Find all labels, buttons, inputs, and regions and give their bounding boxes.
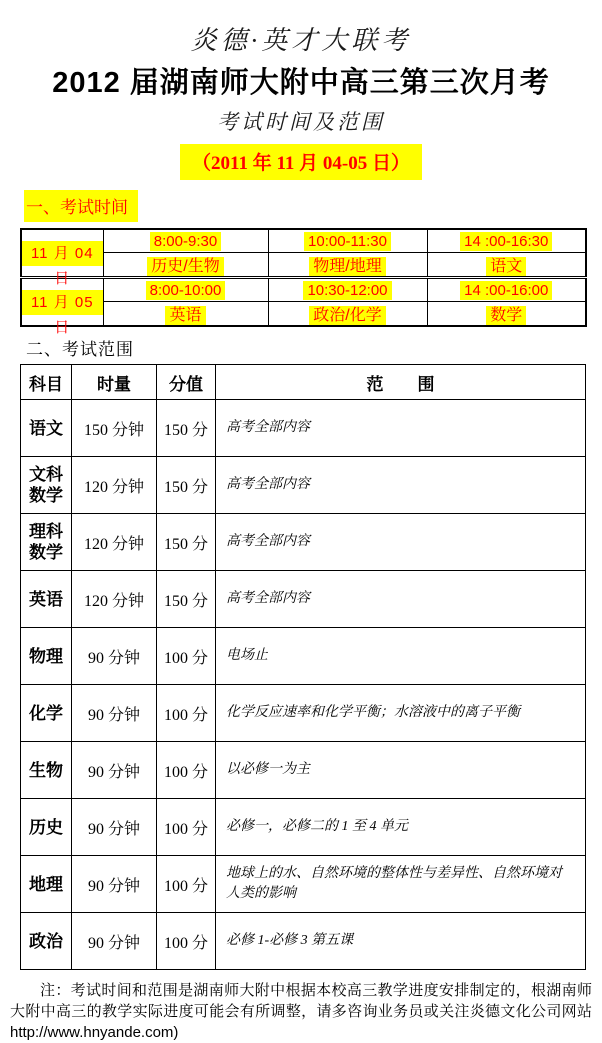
range-cell: 高考全部内容 [216, 514, 586, 571]
subject-cell: 历史 [21, 799, 72, 856]
table-row [21, 628, 586, 685]
score-cell: 100 分 [157, 685, 216, 742]
score-cell: 150 分 [157, 514, 216, 571]
duration-cell: 120 分钟 [72, 514, 157, 571]
subject: 政治/化学 [309, 306, 385, 325]
subject-cell: 物理 [21, 628, 72, 685]
exam-date: 11 月 05 日 [22, 290, 103, 315]
range-cell: 必修一，必修二的 1 至 4 单元 [216, 799, 586, 856]
table-row [21, 457, 586, 514]
subject-cell [427, 302, 586, 327]
table-row [21, 913, 586, 970]
table-row [21, 571, 586, 628]
subject-cell: 语文 [21, 400, 72, 457]
table-row [21, 514, 586, 571]
range-cell: 高考全部内容 [216, 400, 586, 457]
score-cell: 150 分 [157, 457, 216, 514]
score-cell: 100 分 [157, 628, 216, 685]
main-title: 2012 届湖南师大附中高三第三次月考 [52, 67, 550, 99]
subject: 英语 [165, 306, 205, 325]
document-page [0, 20, 602, 1041]
subject-cell: 生物 [21, 742, 72, 799]
subject-cell [103, 253, 268, 278]
section2-heading: 二、考试范围 [26, 340, 134, 359]
table-row [21, 799, 586, 856]
exam-date-cell [21, 229, 103, 287]
subject-cell: 政治 [21, 913, 72, 970]
range-cell: 高考全部内容 [216, 457, 586, 514]
score-cell: 100 分 [157, 799, 216, 856]
duration-cell: 120 分钟 [72, 571, 157, 628]
time-slot: 10:30-12:00 [303, 281, 391, 300]
table-row [21, 685, 586, 742]
subject: 物理/地理 [309, 257, 385, 276]
score-cell: 150 分 [157, 571, 216, 628]
time-slot: 8:00-9:30 [150, 232, 221, 251]
subject-cell [268, 253, 427, 278]
duration-cell: 90 分钟 [72, 628, 157, 685]
range-cell: 化学反应速率和化学平衡；水溶液中的离子平衡 [216, 685, 586, 742]
subject-cell: 理科数学 [21, 514, 72, 571]
section1-heading: 一、考试时间 [24, 190, 138, 222]
time-slot-cell [427, 229, 586, 253]
time-slot-cell [427, 278, 586, 302]
duration-cell: 90 分钟 [72, 799, 157, 856]
subject: 语文 [486, 257, 526, 276]
footnote: 注：考试时间和范围是湖南师大附中根据本校高三教学进度安排制定的，根湖南师大附中高三的教学实际进度可能会有所调整，请多咨询业务员或关注炎德文化公司网站 http://www.hnyande.com) [10, 982, 592, 1041]
time-slot: 14 :00-16:00 [460, 281, 552, 300]
score-cell: 150 分 [157, 400, 216, 457]
subject: 数学 [486, 306, 526, 325]
schedule-day1-time-row [21, 229, 586, 253]
subject-cell [103, 302, 268, 327]
range-cell: 地球上的水、自然环境的整体性与差异性、自然环境对人类的影响 [216, 856, 586, 913]
subject: 历史/生物 [147, 257, 223, 276]
column-header-range: 范 围 [216, 365, 586, 400]
range-cell: 以必修一为主 [216, 742, 586, 799]
column-header-score: 分值 [157, 365, 216, 400]
subject-cell [268, 302, 427, 327]
score-cell: 100 分 [157, 742, 216, 799]
exam-scope-table [20, 364, 586, 970]
duration-cell: 90 分钟 [72, 856, 157, 913]
subject-cell: 化学 [21, 685, 72, 742]
time-slot-cell [268, 229, 427, 253]
duration-cell: 120 分钟 [72, 457, 157, 514]
brand-title: 炎德·英才大联考 [190, 26, 412, 55]
duration-cell: 150 分钟 [72, 400, 157, 457]
subject-cell: 地理 [21, 856, 72, 913]
subject-cell: 英语 [21, 571, 72, 628]
duration-cell: 90 分钟 [72, 685, 157, 742]
table-row [21, 400, 586, 457]
range-cell: 电场止 [216, 628, 586, 685]
duration-cell: 90 分钟 [72, 913, 157, 970]
time-slot: 8:00-10:00 [146, 281, 226, 300]
time-slot-cell [268, 278, 427, 302]
schedule-day2-subject-row [21, 302, 586, 327]
column-header-subject: 科目 [21, 365, 72, 400]
schedule-day2-time-row [21, 278, 586, 302]
schedule-day1-subject-row [21, 253, 586, 278]
section1-heading-row [24, 190, 602, 222]
subject-cell: 文科数学 [21, 457, 72, 514]
table-row [21, 742, 586, 799]
exam-date: 11 月 04 日 [22, 241, 103, 266]
scope-header-row [21, 365, 586, 400]
range-cell: 必修 1-必修 3 第五课 [216, 913, 586, 970]
date-banner: （2011 年 11 月 04-05 日） [180, 144, 422, 180]
duration-cell: 90 分钟 [72, 742, 157, 799]
table-row [21, 856, 586, 913]
score-cell: 100 分 [157, 913, 216, 970]
time-slot: 10:00-11:30 [304, 232, 391, 251]
column-header-duration: 时量 [72, 365, 157, 400]
time-slot-cell [103, 229, 268, 253]
subject-cell [427, 253, 586, 278]
score-cell: 100 分 [157, 856, 216, 913]
range-cell: 高考全部内容 [216, 571, 586, 628]
time-slot: 14 :00-16:30 [460, 232, 552, 251]
time-slot-cell [103, 278, 268, 302]
date-banner-row [0, 144, 602, 180]
subtitle: 考试时间及范围 [217, 110, 385, 134]
exam-schedule-table [20, 228, 587, 336]
